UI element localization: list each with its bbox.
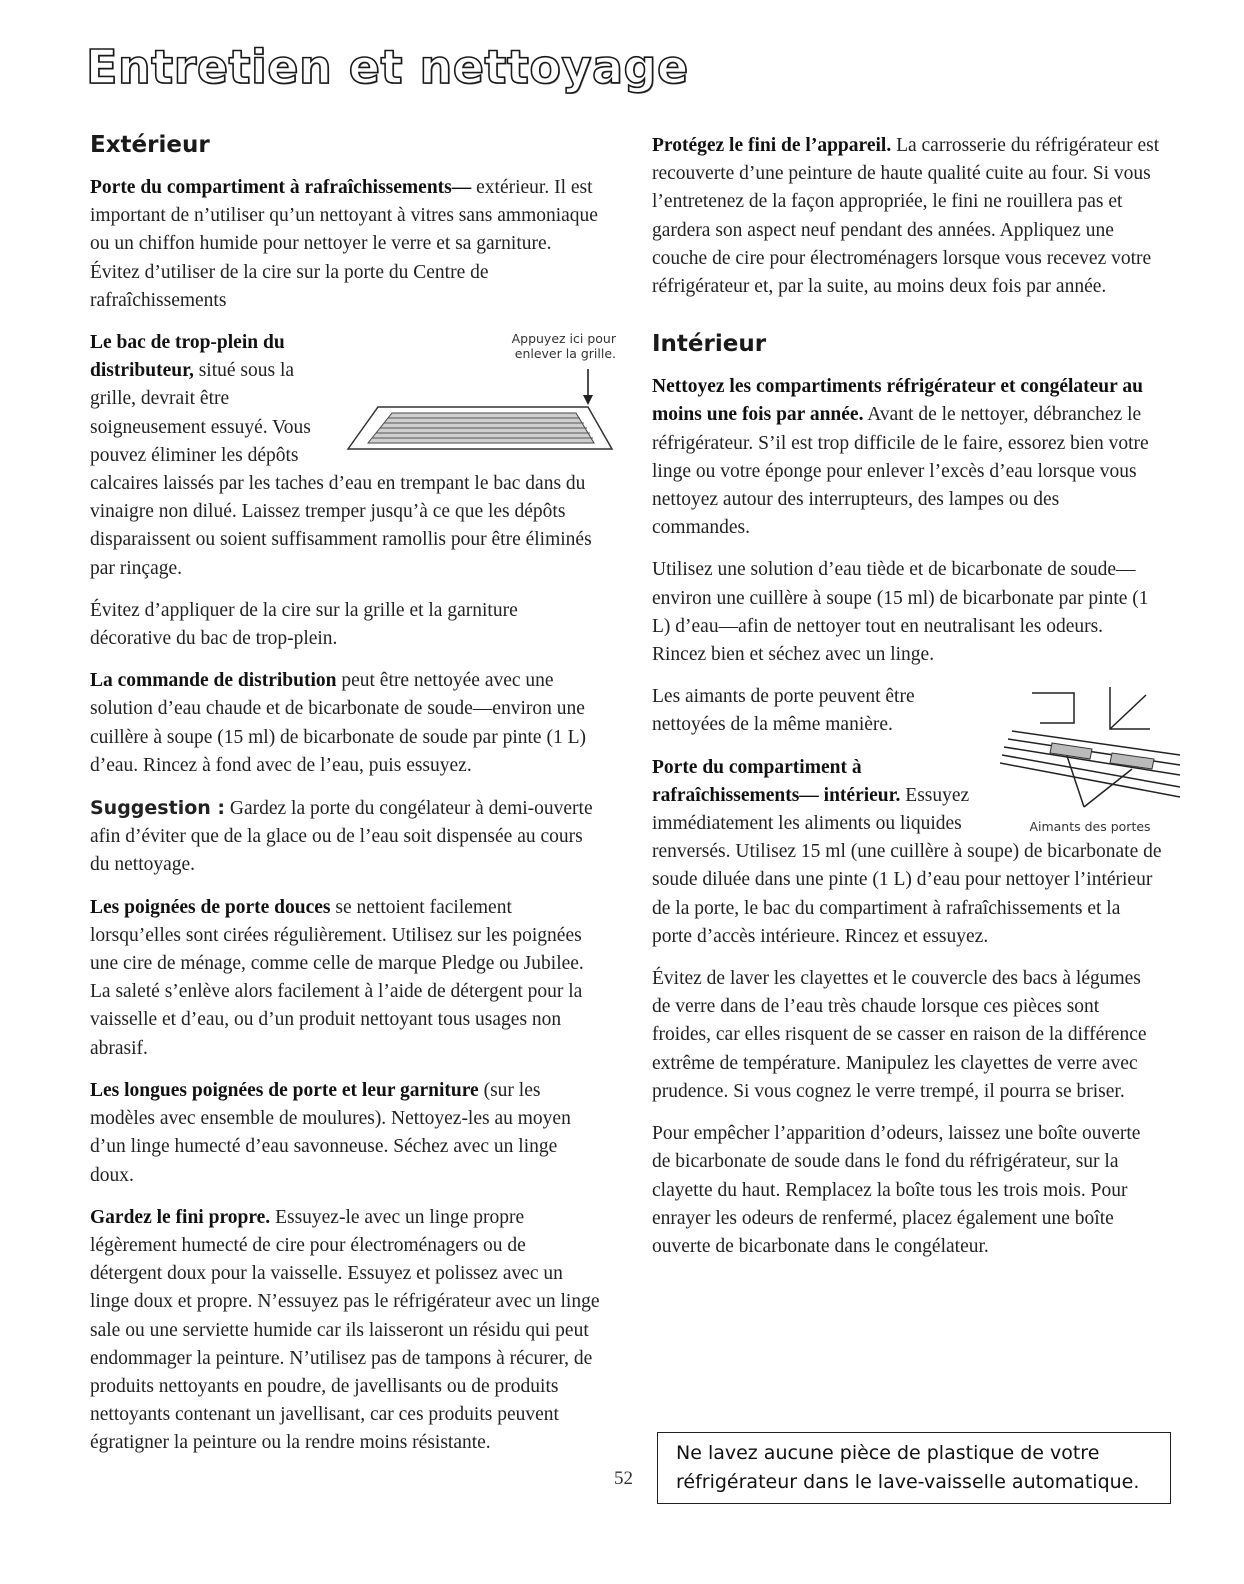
bold-lead: La commande de distribution: [90, 670, 337, 692]
paragraph-baking-soda-solution: Utilisez une solution d’eau tiède et de bicarbonate de soude—environ une cuillère à soupe (15 ml) de bicarbonate par pinte (1 L) d’eau—afin de nettoyer tout en neutralisant les odeurs. Rincez bien et séchez avec un linge.: [652, 559, 1149, 666]
paragraph-long-handles: Les longues poignées de porte et leur garniture (sur les modèles avec ensemble de moulures). Nettoyez-les au moyen d’un linge humecté d’eau savonneuse. Séchez avec un linge doux.: [90, 1079, 571, 1186]
notice-box: Ne lavez aucune pièce de plastique de votre réfrigérateur dans le lave-vaisselle automatique.: [657, 1432, 1171, 1504]
bold-lead: Nettoyez les compartiments réfrigérateur et congélateur au moins une fois par année.: [652, 376, 1143, 426]
paragraph-door-magnets: Les aimants de porte peuvent être nettoyées de la même manière.: [652, 686, 915, 736]
section-heading-interieur: Intérieur: [652, 331, 767, 358]
page-title: Entretien et nettoyage: [86, 40, 689, 94]
door-magnets-illustration: [1000, 683, 1180, 817]
bold-lead: Porte du compartiment à rafraîchissements— intérieur.: [652, 756, 901, 806]
page-number: 52: [614, 1468, 633, 1489]
figure-overflow-tray: [344, 331, 616, 457]
paragraph-avoid-wax: Évitez d’appliquer de la cire sur la grille et la garniture décorative du bac de trop-plein.: [90, 599, 518, 650]
section-heading-exterieur: Extérieur: [90, 132, 210, 158]
paragraph-soft-handles: Les poignées de porte douces se nettoient facilement lorsqu’elles sont cirées régulièrement. Utilisez sur les poignées une cire de ménage, comme celle de marque Pledge ou Jubilee. La saleté s’enlève alors facilement à l’aide de détergent pour la vaisselle et d’eau, ou d’un produit nettoyant tous usages non abrasif.: [90, 896, 584, 1059]
paragraph-keep-finish-clean: Gardez le fini propre. Essuyez-le avec un linge propre légèrement humecté de cire pour électroménagers ou de détergent doux pour la vaisselle. Essuyez et polissez avec un linge doux et propre. N’essuyez pas le réfrigérateur avec un linge sale ou une serviette humide car ils laisseront un résidu qui peut endommager la peinture. N’utilisez pas de tampons à récurer, de produits nettoyants en poudre, de javellisants ou de produits nettoyants contenant un javellisant, car ces produits peuvent égratigner la peinture ou la rendre moins résistante.: [90, 1206, 600, 1454]
bold-lead: Les longues poignées de porte et leur garniture: [90, 1079, 479, 1101]
paragraph-odors: Pour empêcher l’apparition d’odeurs, laissez une boîte ouverte de bicarbonate de soude dans le fond du réfrigérateur, sur la clayette du haut. Remplacez la boîte tous les trois mois. Pour enrayer les odeurs de renfermé, placez également une boîte ouverte de bicarbonate dans le congélateur.: [652, 1123, 1141, 1257]
paragraph-protect-finish: Protégez le fini de l’appareil. La carrosserie du réfrigérateur est recouverte d’une peinture de haute qualité cuite au four. Si vous l’entretenez de la façon appropriée, le fini ne rouillera pas et gardera son aspect neuf pendant des années. Appliquez une couche de cire pour électroménagers lorsque vous recevez votre réfrigérateur et, par la suite, au moins deux fois par année.: [652, 135, 1160, 298]
figure-caption: Aimants des portes: [1029, 819, 1151, 835]
bold-lead: Le bac de trop-plein du distributeur,: [90, 332, 285, 382]
paragraph-door-exterior: Porte du compartiment à rafraîchissements— extérieur. Il est important de n’utiliser qu’un nettoyant à vitres sans ammoniaque ou un chiffon humide pour nettoyer le verre et sa garniture. Évitez d’utiliser de la cire sur la porte du Centre de rafraîchissements: [90, 177, 598, 311]
suggestion-label: Suggestion :: [90, 797, 225, 820]
paragraph-door-interior: Porte du compartiment à rafraîchissements— intérieur. Essuyez immédiatement les aliments ou liquides renversés. Utilisez 15 ml (une cuillère à soupe) de bicarbonate de soude diluée dans une pinte (1 L) d’eau pour nettoyer l’intérieur de la porte, le bac du compartiment à rafraîchissements et la porte d’accès intérieure. Rincez et essuyez.: [652, 756, 1162, 947]
paragraph-dispenser-control: La commande de distribution peut être nettoyée avec une solution d’eau chaude et de bicarbonate de soude—environ une cuillère à soupe (15 ml) de bicarbonate de soude par pinte (1 L) d’eau. Rincez à fond avec de l’eau, puis essuyez.: [90, 670, 586, 776]
magnets-block: [652, 683, 1162, 951]
paragraph-clean-yearly: Nettoyez les compartiments réfrigérateur et congélateur au moins une fois par année. Avant de le nettoyer, débranchez le réfrigérateur. S’il est trop difficile de le faire, essorez bien votre linge ou votre éponge pour enlever l’excès d’eau lorsque vous nettoyez autour des interrupteurs, des lampes ou des commandes.: [652, 376, 1149, 539]
bold-lead: Porte du compartiment à rafraîchissements—: [90, 177, 472, 198]
bold-lead: Gardez le fini propre.: [90, 1206, 271, 1228]
paragraph-suggestion: Suggestion : Gardez la porte du congélateur à demi-ouverte afin d’éviter que de la glace ou de l’eau soit dispensée au cours du nettoyage.: [90, 797, 593, 876]
paragraph-glass-shelves: Évitez de laver les clayettes et le couvercle des bacs à légumes de verre dans de l’eau très chaude lorsque ces pièces sont froides, car elles risquent de se casser en raison de la différence extrême de température. Manipulez les clayettes de verre avec prudence. Si vous cognez le verre trempé, il pourra se briser.: [652, 968, 1147, 1102]
figure-door-magnets: [1000, 683, 1180, 834]
figure-caption: Appuyez ici pour enlever la grille.: [511, 331, 616, 362]
bold-lead: Protégez le fini de l’appareil.: [652, 135, 892, 156]
paragraph-overflow-tray: Appuyez ici pour enlever la grille. Le bac de trop-plein du distributeur, situé sous la grille, devrait être soigneusement essuyé. Vous pouvez éliminer les dépôts calcaires laissés par les taches d’eau en trempant le bac dans du vinaigre non dilué. Laissez tremper jusqu’à ce que les dépôts disparaissent ou soient suffisamment ramollis pour être éliminés par rinçage.: [90, 331, 616, 579]
overflow-tray-illustration: [344, 361, 616, 457]
arrow-down-icon: [583, 395, 593, 405]
left-column: [90, 132, 616, 1472]
bold-lead: Les poignées de porte douces: [90, 896, 331, 918]
right-column: [652, 132, 1162, 1275]
